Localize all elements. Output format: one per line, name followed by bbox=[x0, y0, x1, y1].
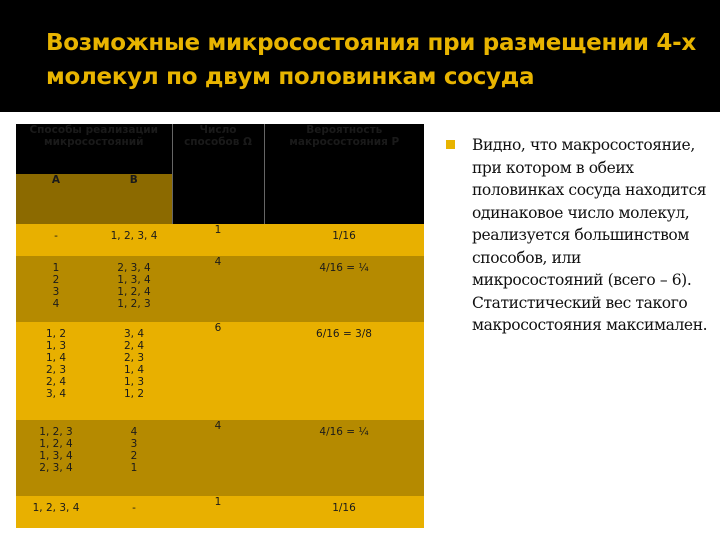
slide-content bbox=[0, 112, 720, 540]
table-row bbox=[16, 256, 424, 322]
subheader-b: B bbox=[96, 174, 172, 224]
cell-a: 1, 2, 3 1, 2, 4 1, 3, 4 2, 3, 4 bbox=[16, 420, 96, 496]
header-prob: Вероятность макросостояния P bbox=[264, 124, 424, 224]
square-bullet-icon bbox=[446, 140, 455, 149]
header-ways: Способы реализации микросостояний bbox=[16, 124, 172, 174]
subheader-a: A bbox=[16, 174, 96, 224]
bullet-text: Видно, что макросостояние, при котором в обеих половинках сосуда находится одинаковое число молекул, реализуется большинством способов, или микросостояний (всего – 6). Статистический вес такого макросостояния максимален. bbox=[472, 136, 708, 334]
bullet-item bbox=[446, 134, 708, 337]
table-row bbox=[16, 496, 424, 528]
microstates-table bbox=[16, 124, 424, 528]
title-band bbox=[0, 0, 720, 112]
table-row bbox=[16, 224, 424, 256]
table-row bbox=[16, 420, 424, 496]
cell-a: 1, 2 1, 3 1, 4 2, 3 2, 4 3, 4 bbox=[16, 322, 96, 420]
cell-prob: 1/16 bbox=[264, 496, 424, 528]
table-row bbox=[16, 322, 424, 420]
cell-count: 1 bbox=[172, 224, 264, 256]
cell-count: 6 bbox=[172, 322, 264, 420]
cell-prob: 4/16 = ¼ bbox=[264, 420, 424, 496]
cell-prob: 1/16 bbox=[264, 224, 424, 256]
cell-b: 1, 2, 3, 4 bbox=[96, 224, 172, 256]
cell-prob: 4/16 = ¼ bbox=[264, 256, 424, 322]
cell-a: 1, 2, 3, 4 bbox=[16, 496, 96, 528]
cell-a: 1 2 3 4 bbox=[16, 256, 96, 322]
table-header-row bbox=[16, 124, 424, 174]
slide-title: Возможные микросостояния при размещении 4-х молекул по двум половинкам сосуда bbox=[46, 30, 696, 90]
cell-count: 4 bbox=[172, 420, 264, 496]
cell-b: 4 3 2 1 bbox=[96, 420, 172, 496]
cell-a: - bbox=[16, 224, 96, 256]
cell-b: - bbox=[96, 496, 172, 528]
cell-count: 4 bbox=[172, 256, 264, 322]
cell-count: 1 bbox=[172, 496, 264, 528]
cell-b: 3, 4 2, 4 2, 3 1, 4 1, 3 1, 2 bbox=[96, 322, 172, 420]
cell-b: 2, 3, 4 1, 3, 4 1, 2, 4 1, 2, 3 bbox=[96, 256, 172, 322]
cell-prob: 6/16 = 3/8 bbox=[264, 322, 424, 420]
header-count: Число способов Ω bbox=[172, 124, 264, 224]
